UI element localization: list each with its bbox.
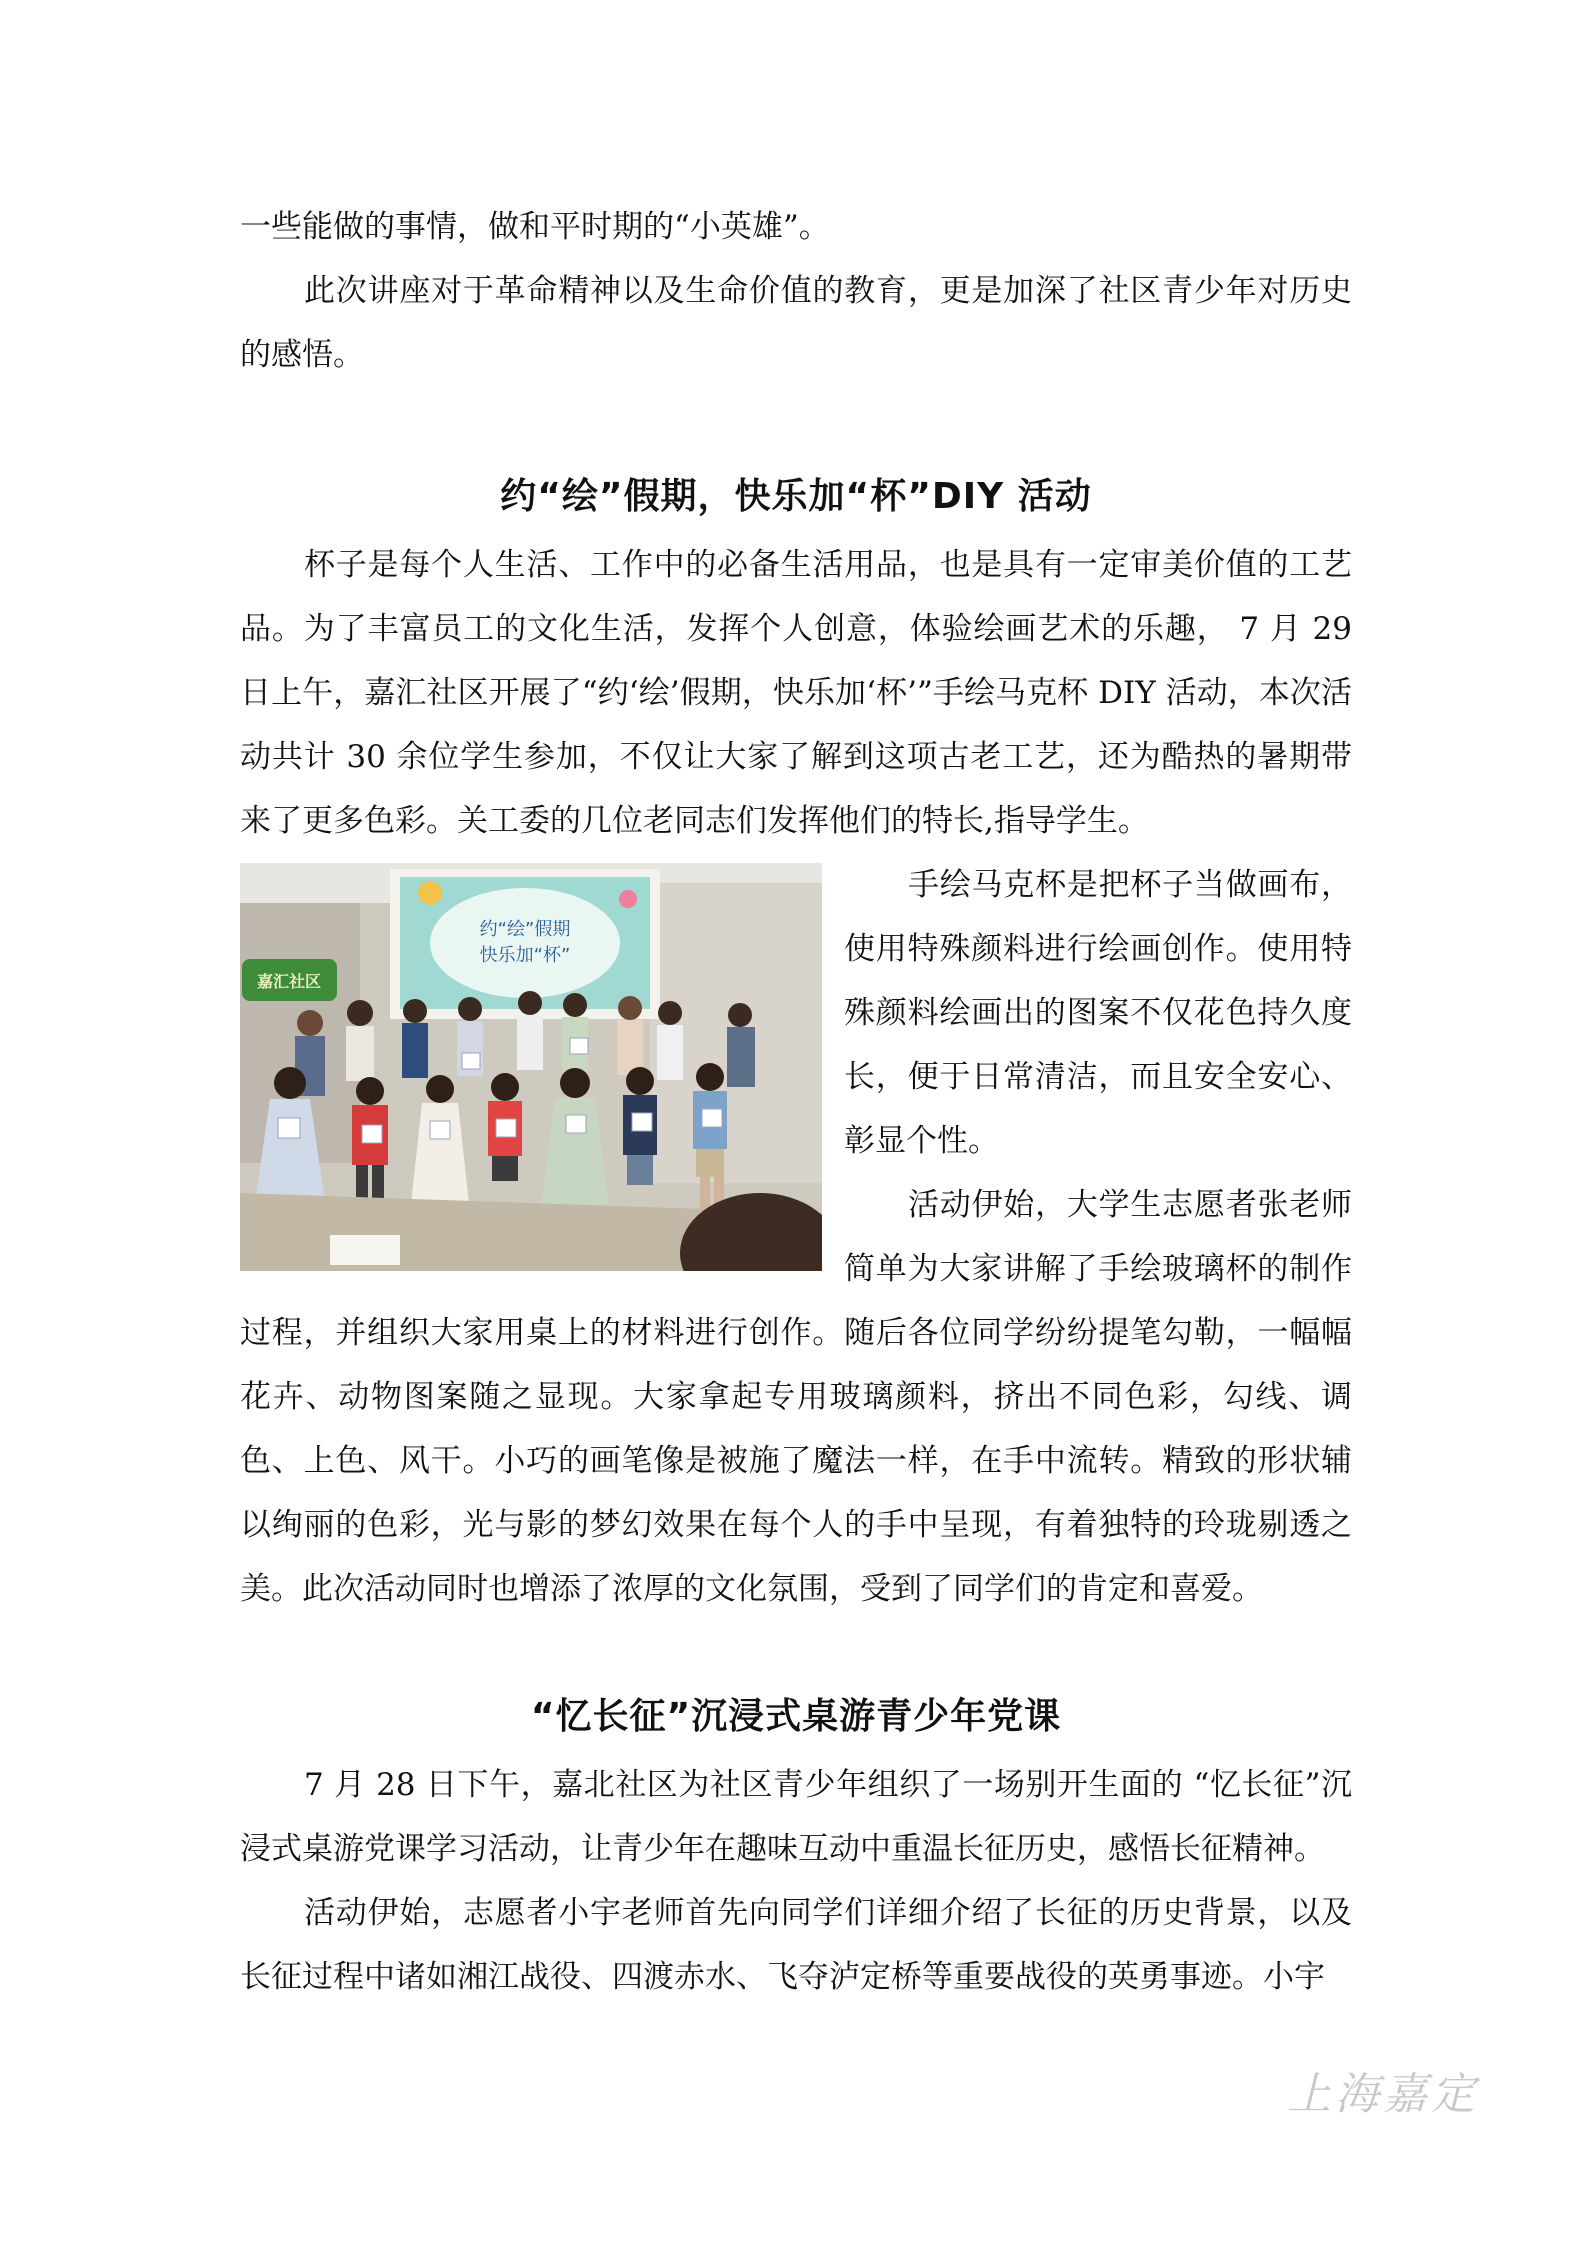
intro-paragraph-2: 此次讲座对于革命精神以及生命价值的教育，更是加深了社区青少年对历史的感悟。 [240,273,1352,373]
sign-text: 嘉汇社区 [256,972,322,991]
activity-photo [240,863,822,1271]
section-cup-paragraph-1: 杯子是每个人生活、工作中的必备生活用品，也是具有一定审美价值的工艺品。为了丰富员工的文化生活，发挥个人创意，体验绘画艺术的乐趣， 7 月 29 日上午，嘉汇社区开展了“约‘绘’假期，快乐加‘杯’”手绘马克杯 DIY 活动，本次活动共计 30 余位学生参加，不仅让大家了解到这项古老工艺，还为酷热的暑期带来了更多色彩。关工委的几位老同志们发挥他们的特长,指导学生。 [240,547,1352,839]
watermark-logo: 上海嘉定 [1287,2069,1479,2120]
screen-title-line1: 约“绘”假期 [479,919,571,940]
section-cup-paragraph-2: 手绘马克杯是把杯子当做画布，使用特殊颜料进行绘画创作。使用特殊颜料绘画出的图案不仅花色持久度长，便于日常清洁，而且安全安心、彰显个性。 [844,867,1352,1159]
section-march-paragraph-1: 7 月 28 日下午，嘉北社区为社区青少年组织了一场别开生面的 “忆长征”沉浸式桌游党课学习活动，让青少年在趣味互动中重温长征历史，感悟长征精神。 [240,1767,1352,1867]
document-page [240,195,1352,2009]
section-cup-title: 约“绘”假期，快乐加“杯”DIY 活动 [500,476,1092,517]
section-march-paragraph-2: 活动伊始，志愿者小宇老师首先向同学们详细介绍了长征的历史背景，以及长征过程中诸如湘江战役、四渡赤水、飞夺泸定桥等重要战役的英勇事迹。小宇 [240,1895,1352,1995]
screen-title-line2: 快乐加“杯” [479,945,571,966]
section-march-title: “忆长征”沉浸式桌游青少年党课 [530,1696,1062,1737]
section-cup-paragraph-3: 活动伊始，大学生志愿者张老师简单为大家讲解了手绘玻璃杯的制作过程，并组织大家用桌上的材料进行创作。随后各位同学纷纷提笔勾勒，一幅幅花卉、动物图案随之显现。大家拿起专用玻璃颜料，挤出不同色彩，勾线、调色、上色、风干。小巧的画笔像是被施了魔法一样，在手中流转。精致的形状辅以绚丽的色彩，光与影的梦幻效果在每个人的手中呈现，有着独特的玲珑剔透之美。此次活动同时也增添了浓厚的文化氛围，受到了同学们的肯定和喜爱。 [240,1187,1352,1607]
intro-paragraph-1: 一些能做的事情，做和平时期的“小英雄”。 [240,209,830,245]
